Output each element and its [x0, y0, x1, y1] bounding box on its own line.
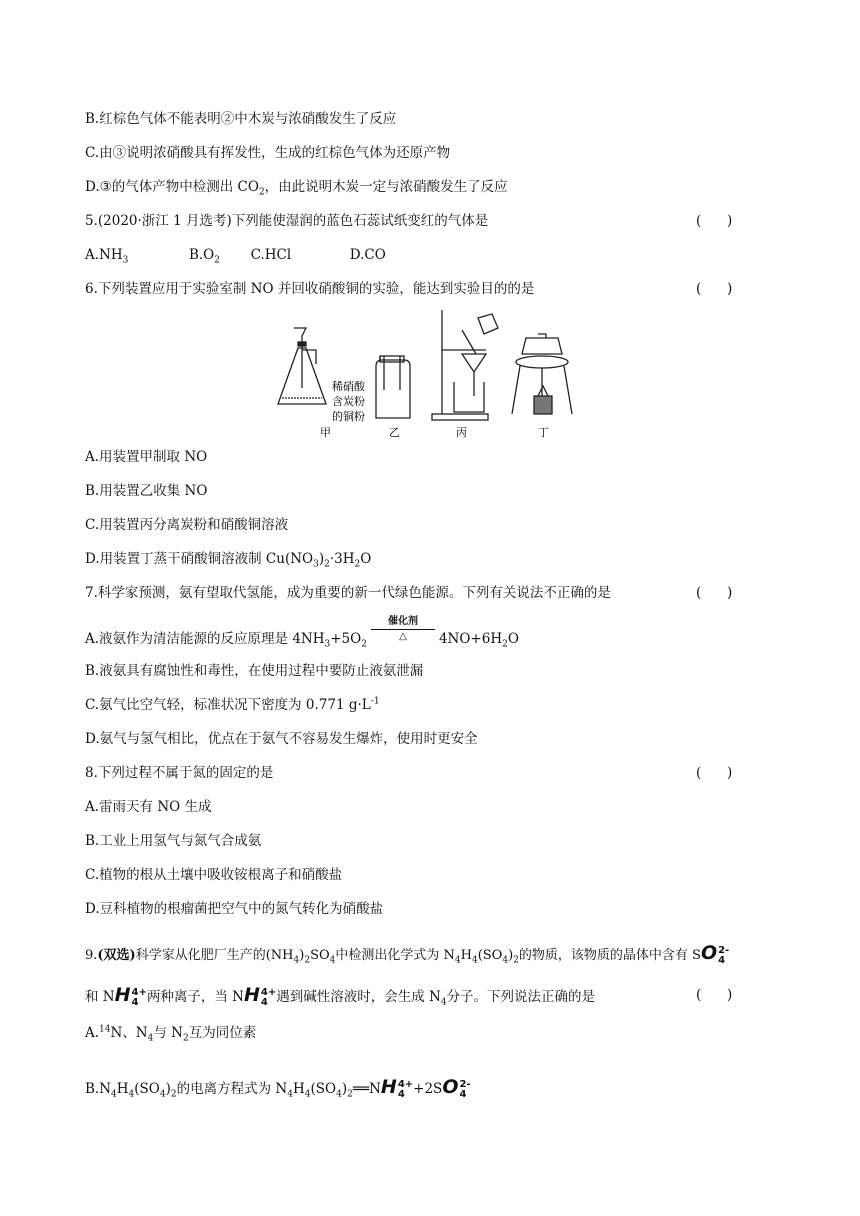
gas-bottle-yi — [376, 356, 410, 418]
q7-option-c: C.氨气比空气轻，标准状况下密度为 0.771 $g\cdot L^{-1}$ — [85, 696, 380, 713]
q8-option-a: A.雷雨天有 NO 生成 — [85, 799, 212, 815]
q9-stem-line1: 9.(双选)科学家从化肥厂生产的$(NH_4)_2SO_4$中检测出化学式为 $N_4H_4(SO_4)_2$的物质，该物质的晶体中含有 SO 2- 4 — [85, 942, 730, 966]
n4h4-ion-2: H — [243, 984, 260, 1006]
q5-options — [85, 246, 386, 264]
q7-option-b: B.液氨具有腐蚀性和毒性，在使用过程中要防止液氨泄漏 — [85, 663, 424, 679]
q8-option-d: D.豆科植物的根瘤菌把空气中的氮气转化为硝酸盐 — [85, 901, 384, 917]
q4-option-d: D.③的气体产物中检测出 $CO_2$，由此说明木炭一定与浓硝酸发生了反应 — [85, 179, 508, 198]
q7-answer-paren: ( ) — [696, 585, 733, 601]
q4-option-b: B.红棕色气体不能表明②中木炭与浓硝酸发生了反应 — [85, 111, 397, 127]
q5-option-a: $A.NH_3$ — [85, 247, 129, 266]
evaporation-ding — [512, 334, 572, 414]
q5-option-c: C.HCl — [250, 247, 292, 263]
q6-option-b: B.用装置乙收集 NO — [85, 483, 208, 499]
n4h4-ion-3: H — [380, 1076, 397, 1098]
q8-option-c: C.植物的根从土壤中吸收铵根离子和硝酸盐 — [85, 867, 343, 883]
q8-option-b: B.工业上用氢气与氮气合成氨 — [85, 833, 262, 849]
q6-option-c: C.用装置丙分离炭粉和硝酸铜溶液 — [85, 517, 289, 533]
q9-option-b: $B.N_4H_4(SO_4)_2$的电离方程式为 $N_4H_4(SO_4)_2══NH$ 4+ 4 +2SO 2- 4 — [85, 1076, 471, 1100]
q5-answer-paren: ( ) — [696, 213, 733, 229]
q6-stem: 6.下列装置应用于实验室制 NO 并回收硝酸铜的实验，能达到实验目的的是 — [85, 281, 535, 297]
n4h4-ion: H — [114, 984, 131, 1006]
q6-answer-paren: ( ) — [696, 281, 733, 297]
apparatus-figure — [276, 310, 586, 440]
q6-option-a: A.用装置甲制取 NO — [85, 449, 208, 465]
q7-option-a: A.液氨作为清洁能源的反应原理是 $4NH_3+5O_2$ 催化剂 △ $4NO+6H_2O$ — [85, 615, 519, 650]
flask-label-1: 稀硝酸 — [332, 380, 365, 393]
label-bing: 丙 — [456, 426, 467, 439]
flask-label-3: 的铜粉 — [332, 410, 365, 423]
q4-option-c: C.由③说明浓硝酸具有挥发性，生成的红棕色气体为还原产物 — [85, 145, 451, 161]
q5-stem: 5.(2020·浙江 1 月选考)下列能使湿润的蓝色石蕊试纸变红的气体是 — [85, 213, 489, 229]
q5-option-b: $B.O_2$ — [188, 247, 220, 266]
q8-stem: 8.下列过程不属于氮的固定的是 — [85, 765, 274, 781]
reaction-condition: 催化剂 △ — [371, 616, 435, 642]
label-ding: 丁 — [538, 426, 549, 439]
apparatus-drawing — [276, 310, 586, 440]
q8-answer-paren: ( ) — [696, 765, 733, 781]
q9-stem-line2: 和 NH 4+ 4 两种离子，当 NH 4+ 4 遇到碱性溶液时，会生成 $N_4$分子。下列说法正确的是 — [85, 984, 596, 1008]
q9-answer-paren: ( ) — [696, 987, 733, 1003]
filtration-bing — [432, 310, 498, 420]
label-jia: 甲 — [320, 426, 331, 439]
q7-option-d: D.氨气与氢气相比，优点在于氨气不容易发生爆炸，使用时更安全 — [85, 731, 478, 747]
q6-option-d: D.用装置丁蒸干硝酸铜溶液制 $Cu(NO_3)_2\cdot 3H_2O$ — [85, 551, 372, 570]
q9-option-a: A.$^{14}$N、$N_4$与 $N_2$互为同位素 — [85, 1024, 257, 1044]
sulfate-ion: O — [700, 942, 718, 964]
q7-stem: 7.科学家预测，氨有望取代氢能，成为重要的新一代绿色能源。下列有关说法不正确的是 — [85, 585, 611, 601]
flask-label-2: 含炭粉 — [332, 395, 365, 408]
q5-option-d: D.CO — [349, 247, 386, 263]
flask-apparatus-jia — [278, 328, 326, 404]
label-yi: 乙 — [389, 426, 400, 439]
sulfate-ion-2: O — [442, 1076, 459, 1098]
